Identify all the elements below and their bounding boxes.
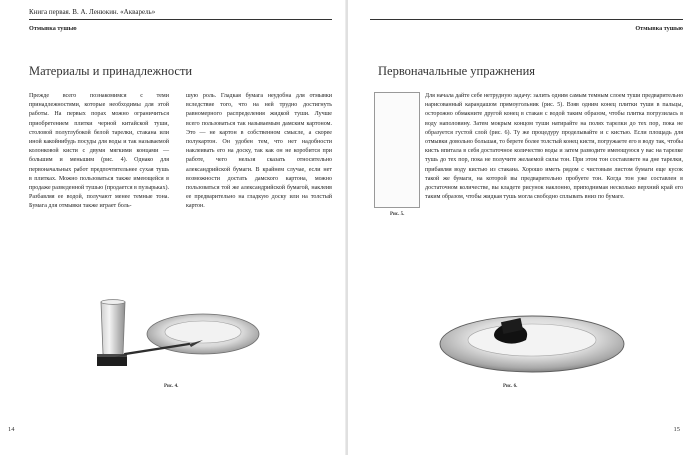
figure-5-rectangle <box>374 92 420 208</box>
page-number: 15 <box>673 426 680 433</box>
text-column-1: Прежде всего познакомимся с теми принадлежностями, которые необходимы для этой работы. На первых порах можно ограничиться приобретением плитки черной китайской туши, столовой полуглубокой белой тарелки, стакана или иной какойнибудь посуды для воды и так называемой колонковой кисти с двумя мягкими концами — большим и меньшим (рис. 4). Однако для первоначальных работ предпочтительнее сухая тушь в плитках. Можно пользоваться также имеющейся в продаже разведенной тушью (продается в пузырьках). Разбавляя ее водой, получают менее темные тона. Бумага для отмывки также играет боль- <box>29 93 169 210</box>
section-label: Отмывка тушью <box>29 25 77 32</box>
section-label: Отмывка тушью <box>635 25 683 32</box>
figure-6-illustration <box>434 300 630 378</box>
text-column: Для начала дайте себе нетрудную задачу: залить одним самым темным слоем туши предварительно нарисованный карандашом прямоугольник (рис. 5). Взяв одним конец плитки туши в пальцы, осторожно обмакните другой конец в стакан с водой таким образом, чтобы плитка погрузилась в воду наполовину. Затем мокрым концом туши натирайте на полях тарелки до тех пор, пока не образуется густой слой (рис. 6). Ту же процедуру проделывайте и с кистью. Если площадь для отмывки довольно большая, то берете более толстый конец кисти, погружаете его в воду так, чтобы кисть впитала в себя достаточное количество воды и затем разводите имеющуюся у вас на тарелке тушь до тех пор, пока не получите желаемой силы тон. При этом тон составляете на дне тарелки, прибавляя воду кистью из стакана. Хорошо иметь рядом с чистовым листом бумаги еще кусок такой же бумаги, на которой вы предварительно пробуете тон. Когда тон уже составлен в достаточном количестве, вы кладете рисунок наклонно, приподнимая несколько верхний край его таким образом, чтобы жидкая тушь могла свободно сплывать вниз по бумаге. <box>425 93 683 201</box>
figure-4-illustration <box>85 296 265 380</box>
running-head: Книга первая. В. А. Ленюкин. «Акварель» <box>29 8 156 16</box>
water-glass <box>101 300 125 356</box>
section-heading: Первоначальные упражнения <box>378 64 536 78</box>
page-number: 14 <box>8 426 15 433</box>
figure-5-caption: Рис. 5. <box>390 212 405 217</box>
plate-with-ink <box>440 316 624 372</box>
left-page <box>0 0 346 455</box>
header-rule <box>370 19 683 20</box>
right-page <box>348 0 696 455</box>
section-heading: Материалы и принадлежности <box>29 64 193 78</box>
text-column-2: шую роль. Гладкая бумага неудобна для отмывки вследствие того, что на ней трудно достигнуть равномерного распределения жидкой туши. Лучше всего пользоваться так называемым дамским картоном. Это — не картон в собственном смысле, а скорее полукартон. Он удобен тем, что нет надобности наклеивать его на доску, так как он не коробится при работе, чего нельзя сказать относительно александрийской бумаги. В крайнем случае, если нет возможности достать дамского картона, можно пользоваться той же александрийской бумагой, наклеив ее предварительно на гладкую доску или на толстый картон. <box>186 93 332 210</box>
figure-6-caption: Рис. 6. <box>503 384 518 389</box>
header-rule <box>29 19 332 20</box>
figure-4-caption: Рис. 4. <box>164 384 179 389</box>
